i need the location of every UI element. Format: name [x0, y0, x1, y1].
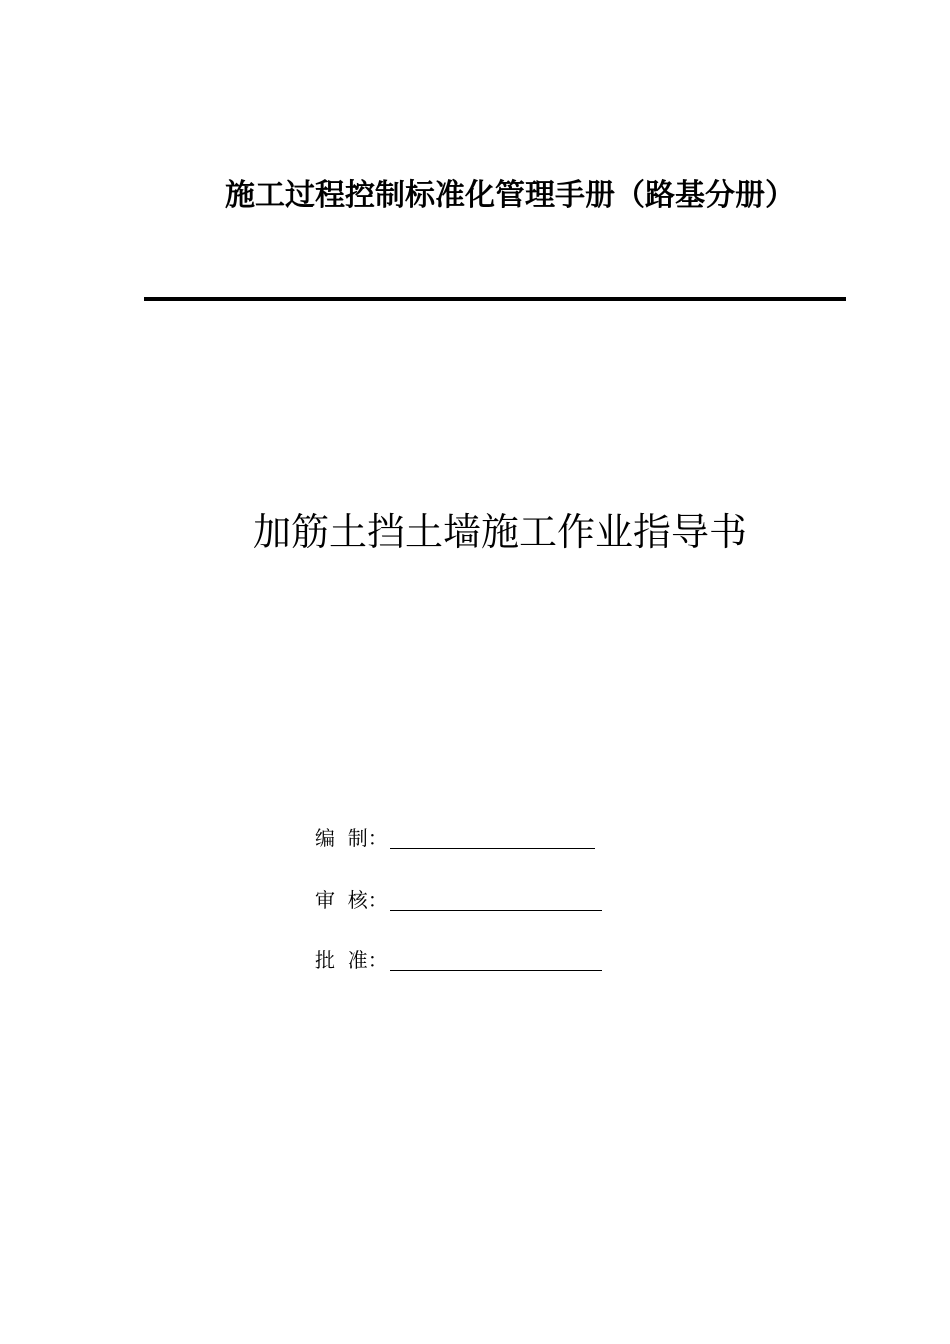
- signature-label-reviewed: 审 核：: [315, 888, 388, 912]
- signature-line-reviewed: [390, 910, 602, 911]
- signature-row-compiled: [315, 822, 595, 852]
- signature-row-reviewed: [315, 884, 602, 914]
- signature-line-approved: [390, 970, 602, 971]
- main-title: 加筋土挡土墙施工作业指导书: [252, 510, 747, 554]
- signature-label-compiled: 编 制：: [315, 826, 388, 850]
- series-title: 施工过程控制标准化管理手册（路基分册）: [225, 178, 795, 213]
- signature-row-approved: [315, 944, 602, 974]
- signature-label-approved: 批 准：: [315, 948, 388, 972]
- signature-line-compiled: [390, 848, 595, 849]
- header-divider: [144, 297, 846, 301]
